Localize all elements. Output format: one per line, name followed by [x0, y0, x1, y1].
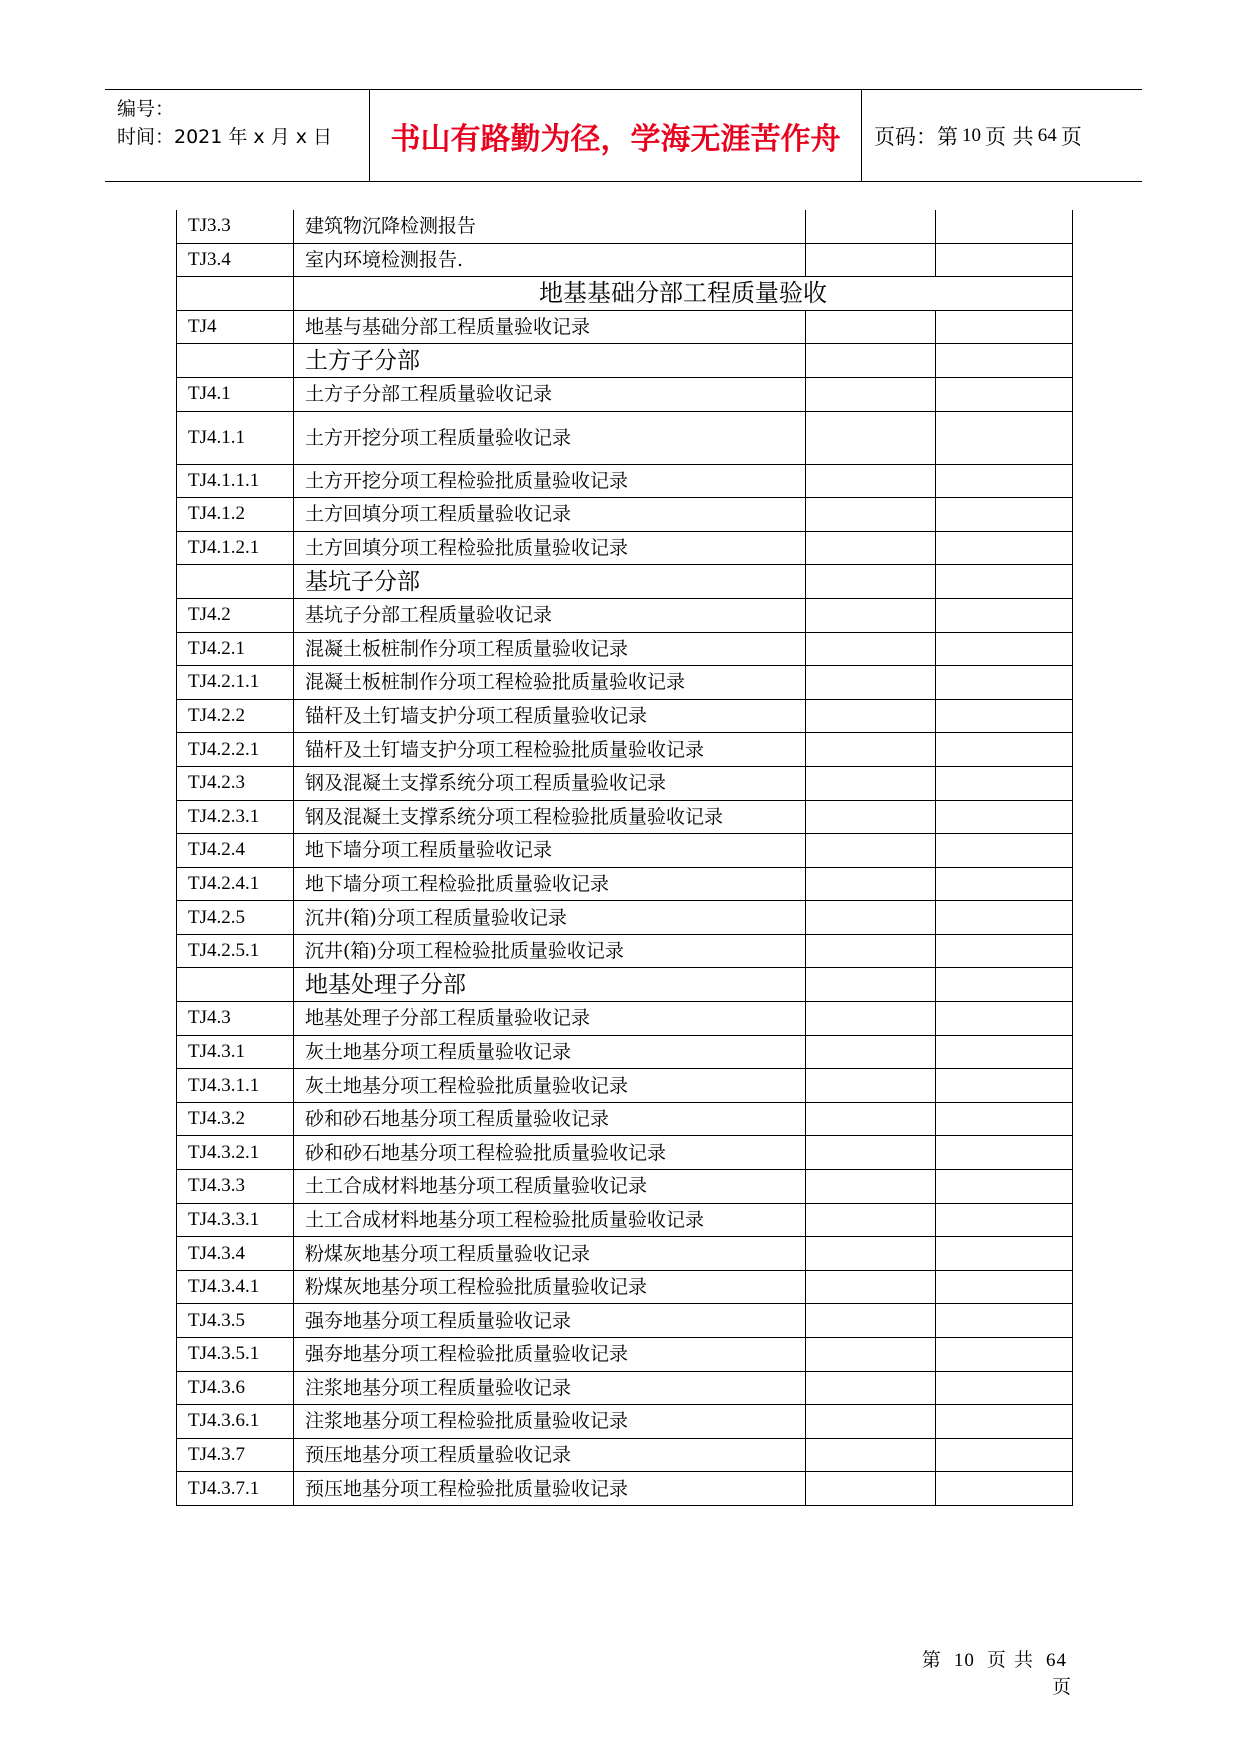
row-blank-cell [806, 1405, 936, 1439]
table-row [177, 1102, 1073, 1136]
row-code: TJ4.1.2.1 [177, 531, 294, 565]
row-blank-cell [936, 344, 1073, 378]
row-code: TJ4.3.6 [177, 1371, 294, 1405]
row-blank-cell [806, 800, 936, 834]
row-blank-cell [806, 968, 936, 1002]
row-name: 砂和砂石地基分项工程检验批质量验收记录 [294, 1136, 806, 1170]
serial-label: 编号： [117, 98, 175, 120]
row-name: 粉煤灰地基分项工程质量验收记录 [294, 1237, 806, 1271]
row-code: TJ4.1.1.1 [177, 464, 294, 498]
row-name: 强夯地基分项工程质量验收记录 [294, 1304, 806, 1338]
table-row [177, 1438, 1073, 1472]
page-current: 10 [962, 124, 981, 146]
row-blank-cell [936, 1438, 1073, 1472]
row-code [177, 277, 294, 311]
row-blank-cell [806, 464, 936, 498]
row-blank-cell [936, 210, 1073, 243]
table-row [177, 1170, 1073, 1204]
row-code: TJ4.3.2.1 [177, 1136, 294, 1170]
row-blank-cell [806, 210, 936, 243]
row-name: 预压地基分项工程检验批质量验收记录 [294, 1472, 806, 1506]
row-blank-cell [936, 243, 1073, 277]
row-blank-cell [936, 1405, 1073, 1439]
subsection-title: 基坑子分部 [294, 565, 806, 599]
subsection-row [177, 565, 1073, 599]
section-row [177, 277, 1073, 311]
table-row [177, 411, 1073, 464]
row-code: TJ4.2.4 [177, 834, 294, 868]
row-code [177, 344, 294, 378]
row-name: 土方回填分项工程检验批质量验收记录 [294, 531, 806, 565]
row-code: TJ4.2.5 [177, 901, 294, 935]
row-code: TJ4.3.6.1 [177, 1405, 294, 1439]
row-blank-cell [806, 901, 936, 935]
row-blank-cell [806, 766, 936, 800]
row-code: TJ4.2.3.1 [177, 800, 294, 834]
page-total: 64 [1037, 124, 1057, 146]
table-row [177, 1203, 1073, 1237]
row-blank-cell [806, 1338, 936, 1372]
row-code: TJ4.1.1 [177, 411, 294, 464]
table-row [177, 800, 1073, 834]
row-blank-cell [936, 531, 1073, 565]
row-name: 砂和砂石地基分项工程质量验收记录 [294, 1102, 806, 1136]
row-code: TJ4.3.4 [177, 1237, 294, 1271]
row-blank-cell [806, 867, 936, 901]
table-row [177, 1270, 1073, 1304]
table-row [177, 1069, 1073, 1103]
row-name: 室内环境检测报告. [294, 243, 806, 277]
row-code: TJ4.3.7.1 [177, 1472, 294, 1506]
row-blank-cell [806, 411, 936, 464]
table-row [177, 867, 1073, 901]
row-blank-cell [806, 310, 936, 344]
row-blank-cell [936, 901, 1073, 935]
row-blank-cell [806, 344, 936, 378]
row-name: 地下墙分项工程检验批质量验收记录 [294, 867, 806, 901]
table-row [177, 666, 1073, 700]
row-blank-cell [806, 565, 936, 599]
row-blank-cell [936, 1338, 1073, 1372]
row-code: TJ4.2.1 [177, 632, 294, 666]
row-name: 地下墙分项工程质量验收记录 [294, 834, 806, 868]
row-blank-cell [806, 1270, 936, 1304]
table-row [177, 733, 1073, 767]
page-prefix: 页码：第 [874, 124, 958, 149]
table-row [177, 1002, 1073, 1036]
row-code: TJ4.3.3 [177, 1170, 294, 1204]
row-name: 锚杆及土钉墙支护分项工程检验批质量验收记录 [294, 733, 806, 767]
row-name: 钢及混凝土支撑系统分项工程质量验收记录 [294, 766, 806, 800]
row-blank-cell [806, 1438, 936, 1472]
row-blank-cell [936, 632, 1073, 666]
page-footer [900, 1645, 1072, 1699]
row-code: TJ4.2.3 [177, 766, 294, 800]
footer-suffix: 页 [1051, 1676, 1072, 1698]
row-code: TJ4.2.2.1 [177, 733, 294, 767]
row-code: TJ4.3.1 [177, 1035, 294, 1069]
row-name: 土方开挖分项工程检验批质量验收记录 [294, 464, 806, 498]
row-blank-cell [936, 498, 1073, 532]
row-name: 灰土地基分项工程质量验收记录 [294, 1035, 806, 1069]
row-name: 地基与基础分部工程质量验收记录 [294, 310, 806, 344]
row-blank-cell [806, 632, 936, 666]
footer-total: 64 [1046, 1650, 1067, 1671]
table-row [177, 834, 1073, 868]
page-suffix: 页 [1060, 124, 1082, 149]
table-row [177, 1472, 1073, 1506]
table-row [177, 1237, 1073, 1271]
footer-current: 10 [953, 1650, 975, 1671]
subsection-title: 地基处理子分部 [294, 968, 806, 1002]
row-blank-cell [936, 766, 1073, 800]
row-blank-cell [936, 834, 1073, 868]
row-blank-cell [806, 1069, 936, 1103]
row-blank-cell [936, 1035, 1073, 1069]
row-blank-cell [936, 1170, 1073, 1204]
table-row [177, 1136, 1073, 1170]
table-row [177, 1371, 1073, 1405]
row-code: TJ4.1.2 [177, 498, 294, 532]
row-code: TJ4.2 [177, 598, 294, 632]
row-code: TJ4.3.5.1 [177, 1338, 294, 1372]
row-blank-cell [936, 1304, 1073, 1338]
subsection-title: 土方子分部 [294, 344, 806, 378]
row-blank-cell [936, 377, 1073, 411]
row-blank-cell [936, 1270, 1073, 1304]
table-row [177, 766, 1073, 800]
subsection-row [177, 968, 1073, 1002]
table-row [177, 377, 1073, 411]
table-row [177, 243, 1073, 277]
row-name: 混凝土板桩制作分项工程质量验收记录 [294, 632, 806, 666]
subsection-row [177, 344, 1073, 378]
row-blank-cell [936, 411, 1073, 464]
row-code: TJ4.3.7 [177, 1438, 294, 1472]
row-code [177, 968, 294, 1002]
row-blank-cell [806, 1304, 936, 1338]
row-name: 土方回填分项工程质量验收记录 [294, 498, 806, 532]
row-blank-cell [806, 1237, 936, 1271]
row-blank-cell [806, 598, 936, 632]
table-row [177, 1035, 1073, 1069]
table-row [177, 1304, 1073, 1338]
row-blank-cell [936, 1002, 1073, 1036]
footer-mid: 页 共 [986, 1649, 1034, 1671]
row-blank-cell [806, 1035, 936, 1069]
row-blank-cell [806, 1002, 936, 1036]
row-name: 沉井(箱)分项工程检验批质量验收记录 [294, 934, 806, 968]
row-blank-cell [806, 531, 936, 565]
row-blank-cell [806, 666, 936, 700]
row-blank-cell [806, 377, 936, 411]
row-blank-cell [936, 1203, 1073, 1237]
row-code: TJ4.3 [177, 1002, 294, 1036]
page-mid: 页 共 [985, 124, 1034, 149]
table-row [177, 464, 1073, 498]
row-blank-cell [806, 1371, 936, 1405]
row-code: TJ4.3.5 [177, 1304, 294, 1338]
row-blank-cell [936, 1472, 1073, 1506]
row-code: TJ4.2.4.1 [177, 867, 294, 901]
section-title: 地基基础分部工程质量验收 [294, 277, 1073, 311]
row-blank-cell [936, 867, 1073, 901]
row-blank-cell [936, 464, 1073, 498]
table-row [177, 210, 1073, 243]
row-blank-cell [936, 699, 1073, 733]
row-name: 预压地基分项工程质量验收记录 [294, 1438, 806, 1472]
table-row [177, 1338, 1073, 1372]
row-blank-cell [936, 1102, 1073, 1136]
table-row [177, 1405, 1073, 1439]
table-row [177, 699, 1073, 733]
row-blank-cell [936, 1069, 1073, 1103]
row-name: 建筑物沉降检测报告 [294, 210, 806, 243]
row-name: 注浆地基分项工程质量验收记录 [294, 1371, 806, 1405]
row-name: 基坑子分部工程质量验收记录 [294, 598, 806, 632]
row-blank-cell [936, 1371, 1073, 1405]
row-blank-cell [936, 1237, 1073, 1271]
row-blank-cell [936, 1136, 1073, 1170]
header-meta [105, 90, 370, 181]
row-blank-cell [936, 310, 1073, 344]
row-blank-cell [806, 1136, 936, 1170]
time-label: 时间：2021 年 x 月 x 日 [117, 126, 333, 148]
row-blank-cell [936, 800, 1073, 834]
row-code: TJ4.1 [177, 377, 294, 411]
row-blank-cell [806, 699, 936, 733]
row-code: TJ4.2.5.1 [177, 934, 294, 968]
row-blank-cell [806, 834, 936, 868]
row-blank-cell [936, 565, 1073, 599]
row-code: TJ4.3.1.1 [177, 1069, 294, 1103]
row-name: 地基处理子分部工程质量验收记录 [294, 1002, 806, 1036]
row-code: TJ4.3.2 [177, 1102, 294, 1136]
row-name: 灰土地基分项工程检验批质量验收记录 [294, 1069, 806, 1103]
table-row [177, 531, 1073, 565]
row-code: TJ4.3.3.1 [177, 1203, 294, 1237]
row-blank-cell [806, 1203, 936, 1237]
header-page-info [862, 90, 1142, 181]
row-code: TJ4.2.1.1 [177, 666, 294, 700]
row-name: 沉井(箱)分项工程质量验收记录 [294, 901, 806, 935]
header-motto: 书山有路勤为径，学海无涯苦作舟 [370, 90, 862, 181]
row-blank-cell [806, 1170, 936, 1204]
row-blank-cell [806, 1472, 936, 1506]
table-row [177, 934, 1073, 968]
row-name: 土工合成材料地基分项工程检验批质量验收记录 [294, 1203, 806, 1237]
row-blank-cell [806, 243, 936, 277]
row-blank-cell [936, 666, 1073, 700]
row-code: TJ3.4 [177, 243, 294, 277]
row-name: 锚杆及土钉墙支护分项工程质量验收记录 [294, 699, 806, 733]
row-code: TJ4 [177, 310, 294, 344]
row-blank-cell [936, 934, 1073, 968]
row-blank-cell [806, 733, 936, 767]
row-blank-cell [936, 598, 1073, 632]
row-code [177, 565, 294, 599]
footer-prefix: 第 [921, 1649, 942, 1671]
row-name: 粉煤灰地基分项工程检验批质量验收记录 [294, 1270, 806, 1304]
table-row [177, 901, 1073, 935]
row-code: TJ4.3.4.1 [177, 1270, 294, 1304]
row-name: 土方子分部工程质量验收记录 [294, 377, 806, 411]
row-blank-cell [936, 968, 1073, 1002]
row-blank-cell [806, 498, 936, 532]
row-code: TJ3.3 [177, 210, 294, 243]
row-name: 强夯地基分项工程检验批质量验收记录 [294, 1338, 806, 1372]
row-blank-cell [936, 733, 1073, 767]
row-blank-cell [806, 934, 936, 968]
record-table [176, 210, 1073, 1506]
table-row [177, 498, 1073, 532]
row-name: 土工合成材料地基分项工程质量验收记录 [294, 1170, 806, 1204]
row-name: 土方开挖分项工程质量验收记录 [294, 411, 806, 464]
row-name: 混凝土板桩制作分项工程检验批质量验收记录 [294, 666, 806, 700]
row-name: 注浆地基分项工程检验批质量验收记录 [294, 1405, 806, 1439]
row-code: TJ4.2.2 [177, 699, 294, 733]
table-row [177, 598, 1073, 632]
page-header [105, 89, 1142, 182]
row-blank-cell [806, 1102, 936, 1136]
table-row [177, 632, 1073, 666]
row-name: 钢及混凝土支撑系统分项工程检验批质量验收记录 [294, 800, 806, 834]
record-table-body [177, 210, 1073, 1505]
table-row [177, 310, 1073, 344]
